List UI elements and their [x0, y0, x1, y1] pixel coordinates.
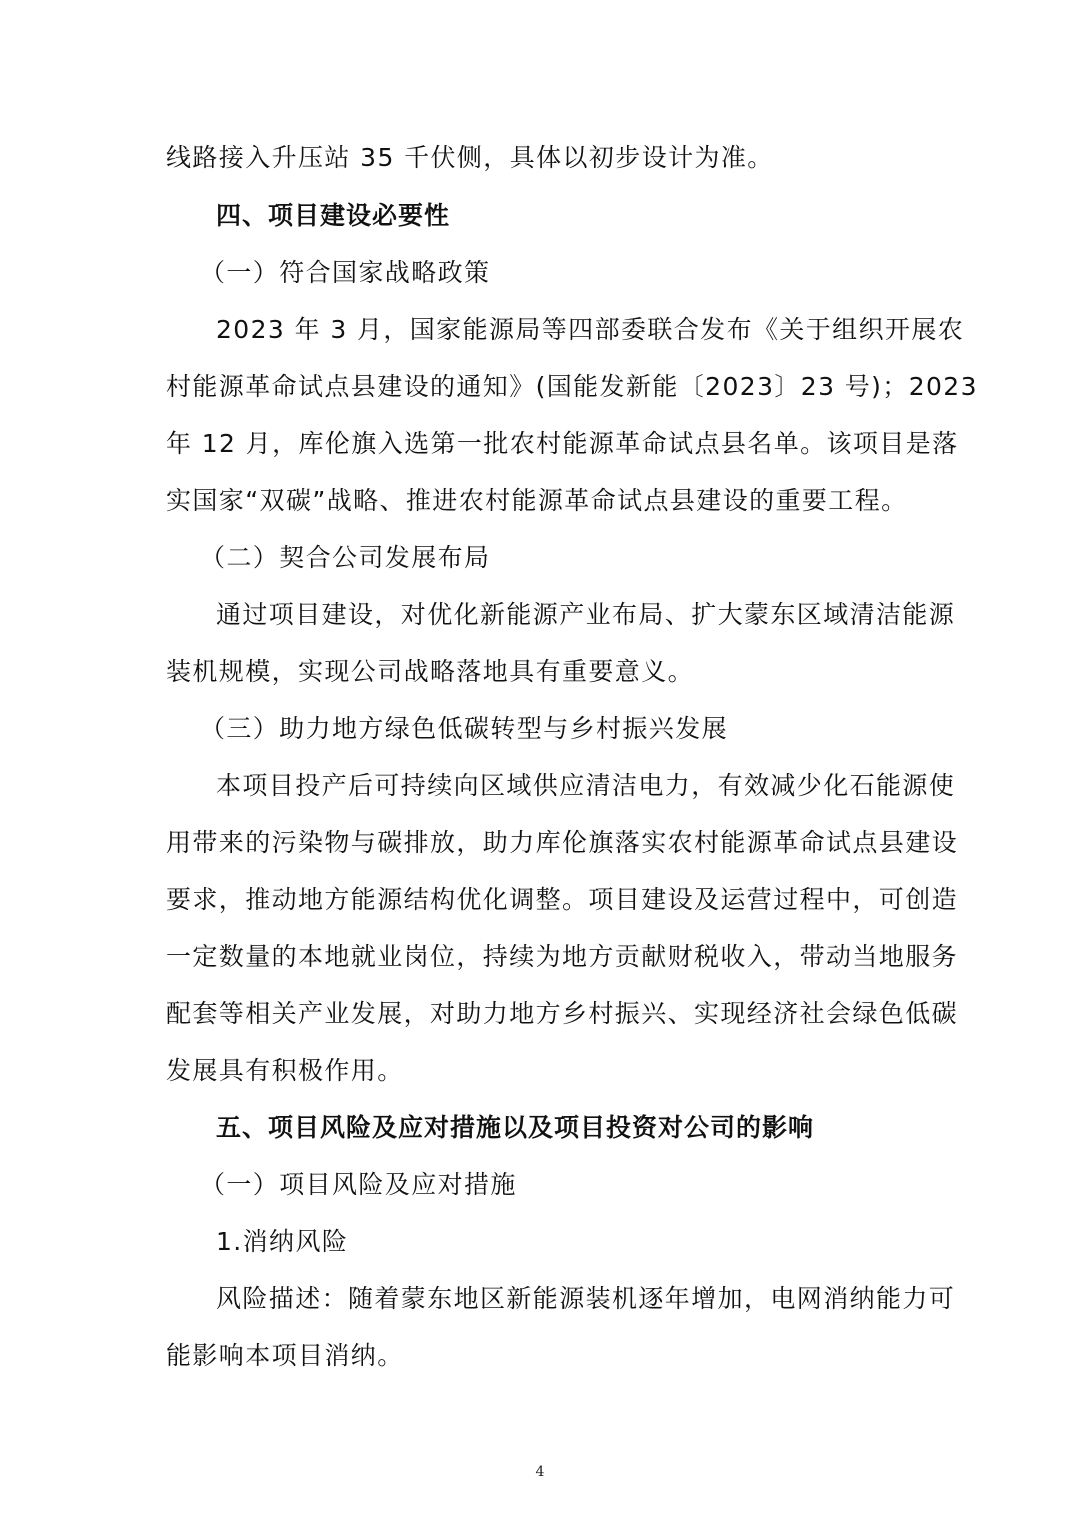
body-line: 本项目投产后可持续向区域供应清洁电力，有效减少化石能源使: [216, 771, 956, 800]
body-line: 2023 年 3 月，国家能源局等四部委联合发布《关于组织开展农: [216, 315, 965, 344]
subsection-heading-policy: （一）符合国家战略政策: [200, 258, 491, 287]
subsection-heading-layout: （二）契合公司发展布局: [200, 543, 491, 572]
body-line: 年 12 月，库伦旗入选第一批农村能源革命试点县名单。该项目是落: [166, 429, 959, 458]
body-line: 装机规模，实现公司战略落地具有重要意义。: [166, 657, 695, 686]
subsection-heading-risk-measures: （一）项目风险及应对措施: [200, 1170, 517, 1199]
body-line: 用带来的污染物与碳排放，助力库伦旗落实农村能源革命试点县建设: [166, 828, 959, 857]
item-heading-absorption-risk: 1.消纳风险: [216, 1227, 349, 1256]
body-line: 一定数量的本地就业岗位，持续为地方贡献财税收入，带动当地服务: [166, 942, 959, 971]
body-line: 配套等相关产业发展，对助力地方乡村振兴、实现经济社会绿色低碳: [166, 999, 959, 1028]
body-line: 村能源革命试点县建设的通知》(国能发新能〔2023〕23 号)；2023: [166, 372, 978, 401]
body-line: 能影响本项目消纳。: [166, 1341, 404, 1370]
body-line: 通过项目建设，对优化新能源产业布局、扩大蒙东区域清洁能源: [216, 600, 956, 629]
body-line: 发展具有积极作用。: [166, 1056, 404, 1085]
section-heading-necessity: 四、项目建设必要性: [216, 201, 451, 230]
section-heading-risk: 五、项目风险及应对措施以及项目投资对公司的影响: [216, 1113, 815, 1142]
body-line: 实国家“双碳”战略、推进农村能源革命试点县建设的重要工程。: [166, 486, 908, 515]
subsection-heading-green: （三）助力地方绿色低碳转型与乡村振兴发展: [200, 714, 729, 743]
body-line: 线路接入升压站 35 千伏侧，具体以初步设计为准。: [166, 143, 774, 172]
body-line: 风险描述：随着蒙东地区新能源装机逐年增加，电网消纳能力可: [216, 1284, 956, 1313]
page-number: 4: [535, 1464, 545, 1480]
body-line: 要求，推动地方能源结构优化调整。项目建设及运营过程中，可创造: [166, 885, 959, 914]
